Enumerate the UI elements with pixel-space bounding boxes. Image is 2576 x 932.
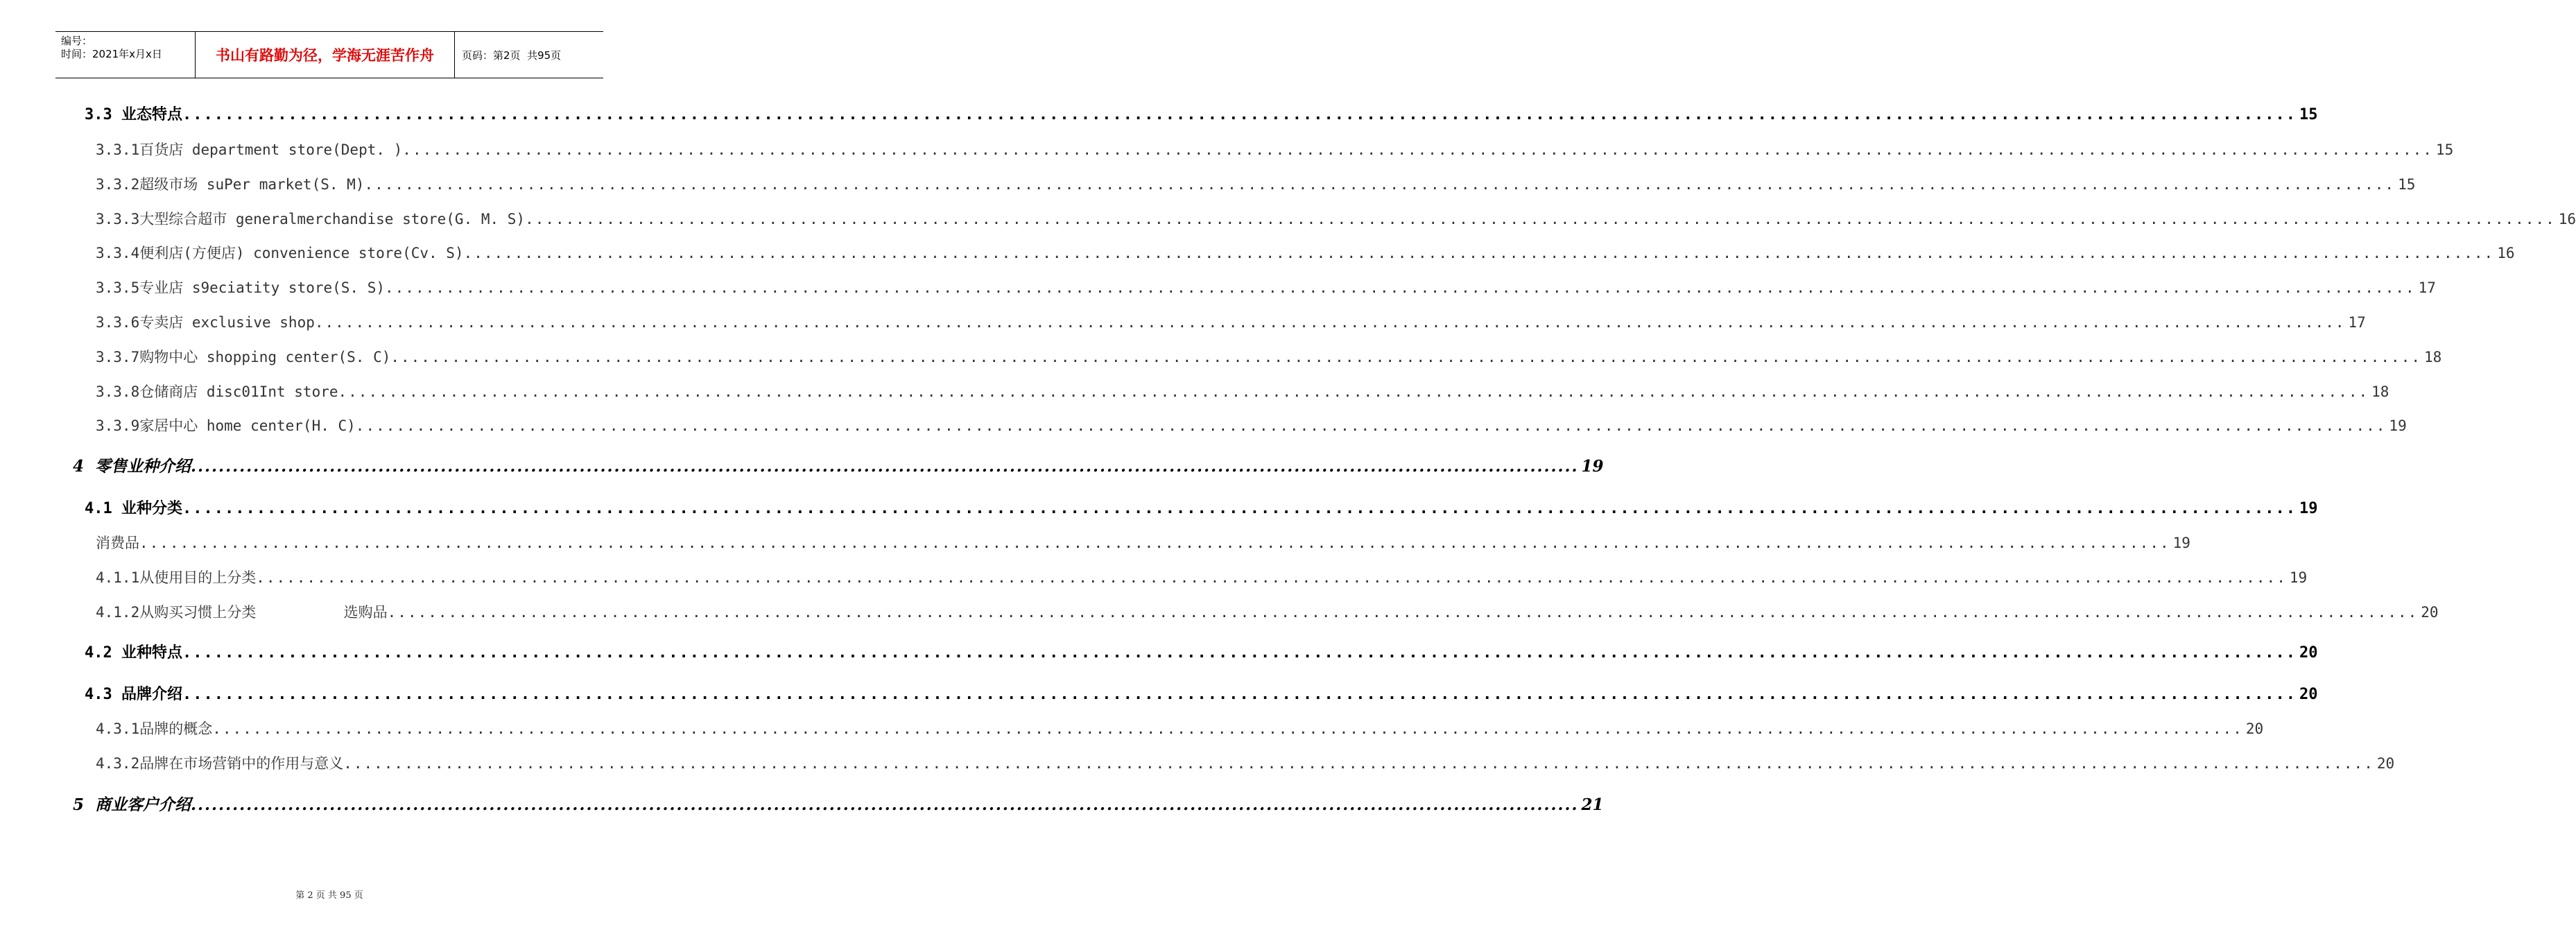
toc-dot-leader: ........................................................................................................................................................................................................ [525, 211, 2556, 227]
toc-entry[interactable] [96, 415, 2407, 436]
toc-entry[interactable] [96, 277, 2436, 298]
toc-entry-page: 19 [2289, 569, 2308, 586]
toc-entry[interactable] [96, 381, 2389, 402]
toc-entry-page: 19 [2389, 417, 2407, 434]
page-footer: 第 2 页 共 95 页 [295, 890, 363, 901]
toc-entry[interactable] [96, 139, 2454, 160]
toc-entry-page: 18 [2424, 349, 2442, 365]
toc-dot-leader: ........................................................................................................................................................................................................ [191, 795, 1579, 814]
toc-entry-page: 16 [2558, 211, 2576, 227]
toc-entry[interactable] [96, 174, 2416, 195]
toc-dot-leader: ........................................................................................................................................................................................................ [385, 279, 2416, 296]
toc-entry[interactable] [85, 642, 2318, 664]
toc-entry-title: 3.3.7购物中心 shopping center(S. C) [96, 349, 391, 365]
toc-entry[interactable] [96, 243, 2515, 264]
toc-entry-title: 3.3.3大型综合超市 generalmerchandise store(G. M. S) [96, 211, 526, 227]
toc-entry-page: 15 [2398, 176, 2416, 193]
toc-dot-leader: ........................................................................................................................................................................................................ [182, 644, 2297, 662]
toc-dot-leader: ........................................................................................................................................................................................................ [256, 569, 2287, 586]
toc-entry-title: 3.3.5专业店 s9eciatity store(S. S) [96, 279, 386, 296]
toc-dot-leader: ........................................................................................................................................................................................................ [402, 141, 2433, 158]
header-meta [55, 32, 196, 78]
header-page-info: 页码：第2页 共95页 [462, 49, 562, 62]
toc-entry[interactable] [73, 455, 1604, 478]
toc-entry[interactable] [96, 312, 2366, 333]
toc-dot-leader: ........................................................................................................................................................................................................ [338, 383, 2369, 400]
header-motto: 书山有路勤为径，学海无涯苦作舟 [196, 32, 455, 78]
toc-entry-page: 15 [2299, 106, 2318, 123]
toc-entry-page: 16 [2497, 245, 2515, 261]
toc-entry-title: 3.3.4便利店(方便店) convenience store(Cv. S) [96, 245, 464, 261]
toc-entry[interactable] [85, 104, 2318, 126]
toc-entry[interactable] [73, 793, 1604, 817]
toc-dot-leader: ........................................................................................................................................................................................................ [182, 106, 2297, 123]
toc-entry-page: 18 [2371, 383, 2389, 400]
toc-entry[interactable] [96, 718, 2264, 739]
toc-dot-leader: ........................................................................................................................................................................................................ [212, 720, 2243, 737]
toc-entry-page: 20 [2299, 686, 2318, 703]
toc-entry[interactable] [85, 498, 2318, 520]
toc-dot-leader: ........................................................................................................................................................................................................ [355, 417, 2387, 434]
toc-entry-title: 4.1.1从使用目的上分类 [96, 569, 257, 586]
toc-entry-title: 消费品 [96, 535, 139, 551]
toc-entry-page: 20 [2376, 755, 2395, 772]
toc-entry-title: 4.3 品牌介绍 [85, 686, 182, 703]
toc-entry-title: 3.3.6专卖店 exclusive shop [96, 314, 315, 331]
toc-entry-title: 4 零售业种介绍 [73, 457, 191, 476]
toc-entry-title: 3.3.2超级市场 suPer market(S. M) [96, 176, 365, 193]
toc-entry-title: 3.3 业态特点 [85, 106, 182, 123]
toc-entry-page: 17 [2348, 314, 2366, 331]
toc-dot-leader: ........................................................................................................................................................................................................ [343, 755, 2374, 772]
document-time-label: 时间：2021年x月x日 [61, 48, 162, 60]
toc-entry-title: 5 商业客户介绍 [73, 795, 191, 814]
toc-dot-leader: ........................................................................................................................................................................................................ [364, 176, 2396, 193]
toc-entry-title: 3.3.1百货店 department store(Dept. ) [96, 141, 403, 158]
toc-entry-title: 4.1 业种分类 [85, 500, 182, 517]
toc-entry[interactable] [85, 684, 2318, 706]
toc-entry-page: 19 [2299, 500, 2318, 517]
toc-entry-page: 20 [2245, 720, 2264, 737]
toc-entry-page: 19 [1581, 457, 1604, 476]
toc-entry-page: 17 [2418, 279, 2436, 296]
toc-entry-page: 19 [2172, 535, 2190, 551]
toc-entry-page: 20 [2421, 604, 2439, 621]
toc-dot-leader: ........................................................................................................................................................................................................ [314, 314, 2346, 331]
toc-entry-title: 4.3.2品牌在市场营销中的作用与意义 [96, 755, 344, 772]
page-header [55, 31, 603, 78]
toc-entry[interactable] [96, 753, 2395, 774]
toc-entry-title: 3.3.8仓储商店 disc01Int store [96, 383, 338, 400]
toc-dot-leader: ........................................................................................................................................................................................................ [387, 604, 2419, 621]
toc-entry[interactable] [96, 567, 2308, 588]
toc-entry-page: 21 [1581, 795, 1604, 814]
toc-entry-title: 4.1.2从购买习惯上分类 选购品 [96, 604, 388, 621]
toc-entry-title: 4.3.1品牌的概念 [96, 720, 213, 737]
toc-dot-leader: ........................................................................................................................................................................................................ [182, 500, 2297, 517]
toc-entry-page: 20 [2299, 644, 2318, 662]
toc-entry-page: 15 [2435, 141, 2454, 158]
toc-dot-leader: ........................................................................................................................................................................................................ [390, 349, 2421, 365]
toc-entry[interactable] [96, 209, 2576, 230]
toc-entry-title: 4.2 业种特点 [85, 644, 182, 662]
toc-entry[interactable] [96, 602, 2439, 623]
toc-entry[interactable] [96, 533, 2190, 553]
toc-dot-leader: ........................................................................................................................................................................................................ [182, 686, 2297, 703]
toc-entry-title: 3.3.9家居中心 home center(H. C) [96, 417, 356, 434]
toc-dot-leader: ........................................................................................................................................................................................................ [191, 457, 1579, 476]
toc-dot-leader: ........................................................................................................................................................................................................ [139, 535, 2170, 551]
toc-dot-leader: ........................................................................................................................................................................................................ [463, 245, 2495, 261]
toc-entry[interactable] [96, 347, 2442, 368]
document-number-label: 编号： [61, 35, 93, 47]
